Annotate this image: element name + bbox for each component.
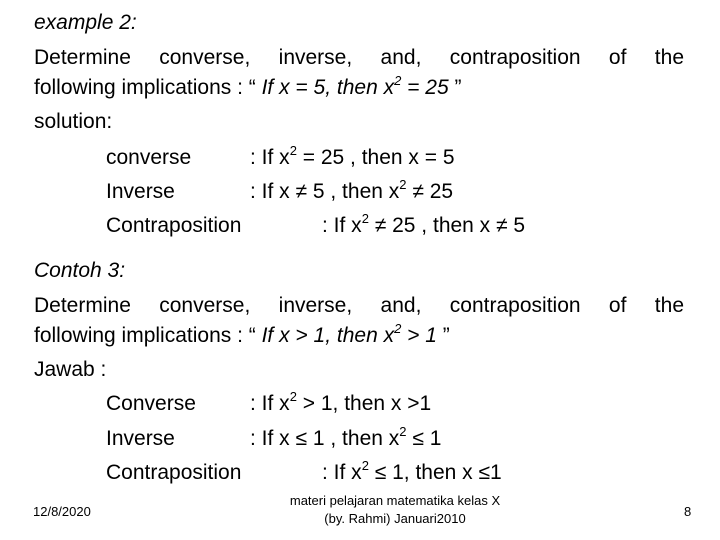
- example3-inverse-exponent: 2: [399, 424, 407, 439]
- example3-contraposition-statement: [322, 456, 720, 490]
- example2-inverse-part2: ≠ 25: [406, 180, 454, 203]
- example2-implication-part2: = 25: [401, 76, 449, 99]
- example2-converse-label: converse: [106, 146, 192, 169]
- example2-inverse-label: Inverse: [106, 180, 175, 203]
- example3-contraposition-label: Contraposition: [106, 461, 242, 484]
- example2-inverse-statement: [250, 175, 720, 209]
- footer-page-number: 8: [684, 504, 692, 519]
- example3-inverse-part1: : If x ≤ 1 , then x: [250, 427, 400, 450]
- example3-heading: Contoh 3:: [34, 259, 126, 282]
- example2-contraposition-part1: : If x: [322, 214, 362, 237]
- example2-contraposition-label: Contraposition: [106, 214, 242, 237]
- example3-intro-prefix: following implications : “: [34, 324, 262, 347]
- example2-inverse-exponent: 2: [399, 177, 407, 192]
- example2-intro-prefix: following implications : “: [34, 76, 262, 99]
- example3-converse-exponent: 2: [289, 389, 297, 404]
- example2-intro-line1: Determine converse, inverse, and, contraposition of the: [34, 46, 684, 69]
- example2-contraposition-exponent: 2: [361, 211, 369, 226]
- example3-implication: [261, 321, 437, 347]
- example3-inverse-part2: ≤ 1: [406, 427, 442, 450]
- example2-heading: example 2:: [34, 11, 137, 34]
- example3-contraposition-part2: ≤ 1, then x ≤1: [368, 461, 502, 484]
- footer-source-line1: materi pelajaran matematika kelas X: [289, 493, 501, 508]
- example3-contraposition-exponent: 2: [361, 458, 369, 473]
- example2-converse-exponent: 2: [289, 143, 297, 158]
- footer-date: 12/8/2020: [33, 504, 91, 519]
- example2-intro-line2: [34, 71, 684, 105]
- footer-source-line2: (by. Rahmi) Januari2010: [324, 511, 466, 526]
- example3-inverse-label: Inverse: [106, 427, 175, 450]
- example2-converse-statement: [250, 141, 720, 175]
- example2-converse-part2: = 25 , then x = 5: [296, 146, 455, 169]
- example3-intro-suffix: ”: [436, 324, 450, 347]
- example2-implication-part1: If x = 5, then x: [261, 76, 395, 99]
- example3-inverse-statement: [250, 422, 720, 456]
- example3-intro-line1: Determine converse, inverse, and, contraposition of the: [34, 294, 684, 317]
- example3-intro-line2: [34, 319, 684, 353]
- example3-converse-statement: [250, 387, 720, 421]
- example3-converse-part1: : If x: [250, 392, 290, 415]
- example3-converse-label: Converse: [106, 392, 196, 415]
- example2-inverse-part1: : If x ≠ 5 , then x: [250, 180, 400, 203]
- example2-solution-label: solution:: [34, 110, 113, 133]
- example3-implication-part2: > 1: [401, 324, 437, 347]
- example2-implication: [261, 73, 449, 99]
- example3-implication-part1: If x > 1, then x: [261, 324, 395, 347]
- example3-contraposition-part1: : If x: [322, 461, 362, 484]
- example2-contraposition-part2: ≠ 25 , then x ≠ 5: [368, 214, 526, 237]
- example3-answer-label: Jawab :: [34, 358, 107, 381]
- example2-contraposition-statement: [322, 209, 720, 243]
- example2-implication-exponent: 2: [394, 73, 402, 88]
- example3-converse-part2: > 1, then x >1: [296, 392, 432, 415]
- example2-intro-suffix: ”: [448, 76, 462, 99]
- example3-implication-exponent: 2: [394, 321, 402, 336]
- example2-converse-part1: : If x: [250, 146, 290, 169]
- footer-source: [282, 492, 508, 528]
